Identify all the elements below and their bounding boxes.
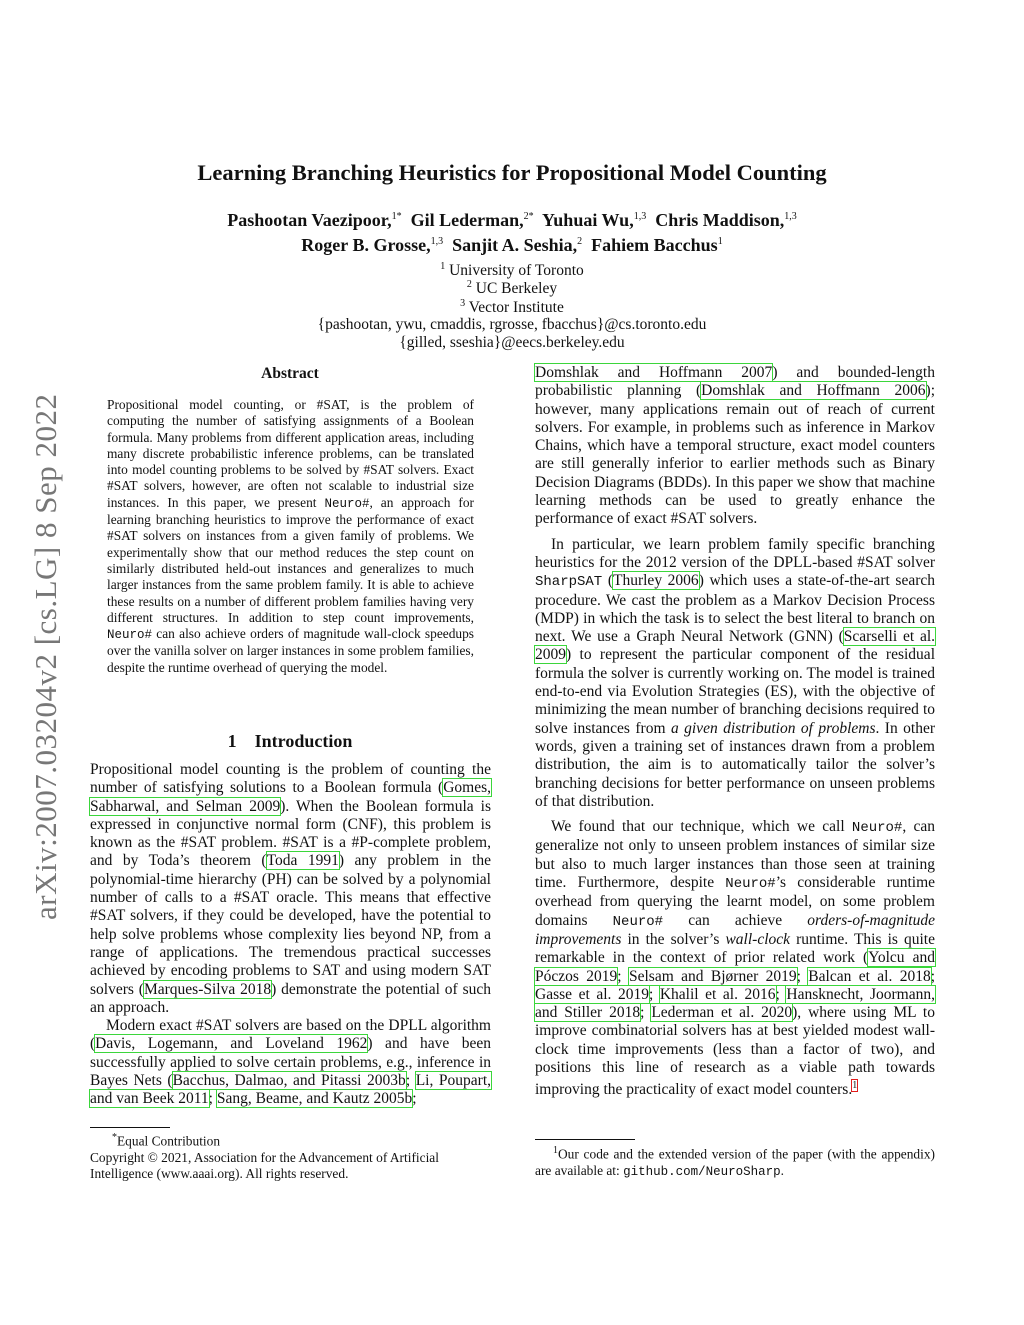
citation-link[interactable]: Davis, Logemann, and Loveland 1962 — [95, 1035, 368, 1053]
citation-link[interactable]: Domshlak and Hoffmann 2006 — [701, 382, 926, 400]
author: Sanjit A. Seshia,$^2$ — [452, 235, 583, 255]
citation-link[interactable]: Lederman et al. 2020 — [651, 1004, 793, 1022]
footnote-marker-link[interactable]: 1 — [852, 1080, 858, 1092]
paragraph: Modern exact #SAT solvers are based on the DPLL algorithm (Davis, Logemann, and Loveland 1962) and have been successfully applied to solve certain problems, e.g., inference in Bayes Nets (Bacchus, Dalmao, and Pitassi 2003b; Li, Poupart, and van Beek 2011; Sang, Beame, and Kautz 2005b; — [90, 1017, 492, 1108]
footnote-rule — [535, 1139, 635, 1140]
citation-link[interactable]: Li, Poupart, and van Beek 2011 — [90, 1072, 491, 1108]
citation-link[interactable]: Gomes, Sabharwal, and Selman 2009 — [90, 779, 491, 815]
citation-link[interactable]: Thurley 2006 — [613, 572, 699, 590]
right-column — [535, 364, 935, 1100]
citation-link[interactable]: Gasse et al. 2019 — [535, 985, 649, 1003]
citation-link[interactable]: Yolcu and Póczos 2019 — [535, 949, 935, 985]
abstract-heading: Abstract — [261, 365, 319, 382]
email-line: {pashootan, ywu, cmaddis, rgrosse, fbacchus}@cs.toronto.edu — [317, 316, 707, 333]
paragraph: Propositional model counting is the problem of counting the number of satisfying solutions to a Boolean formula (Gomes, Sabharwal, and Selman 2009). When the Boolean formula is expressed in conjunctive normal form (CNF), this problem is known as the #SAT problem. #SAT is a #P-complete problem, and by Toda’s theorem (Toda 1991) any problem in the polynomial-time hierarchy (PH) can be solved by a polynomial number of calls to a #SAT oracle. This means that effective #SAT solvers, if they could be developed, have the potential to help solve problems whose complexity lies beyond NP, from a range of applications. The tremendous practical successes achieved by encoding problems to SAT and using modern SAT solvers (Marques-Silva 2018) demonstrate the potential of such an approach. — [90, 761, 492, 1016]
author: Fahiem Bacchus$^1$ — [591, 235, 723, 255]
paragraph: Domshlak and Hoffmann 2007) and bounded-length probabilistic planning (Domshlak and Hoffmann 2006); however, many applications remain out of reach of current solvers. For example, in problems such as inference in Markov Chains, which have a temporal structure, exact model counters are still generally inferior to earlier methods such as Binary Decision Diagrams (BDDs). In this paper we show that machine learning methods can be used to greatly enhance the performance of exact #SAT solvers. — [535, 364, 935, 528]
paper-title: Learning Branching Heuristics for Propositional Model Counting — [197, 160, 827, 185]
citation-link[interactable]: Toda 1991 — [266, 852, 339, 870]
footnote-rule — [90, 1127, 170, 1128]
arxiv-identifier: arXiv:2007.03204v2 [cs.LG] 8 Sep 2022 — [28, 393, 63, 920]
affiliation: $^3$ Vector Institute — [460, 298, 564, 317]
abstract-text: Propositional model counting, or #SAT, is the problem of computing the number of satisfying assignments of a Boolean formula. Many problems from different application areas, including many discrete probabilistic inference problems, can be translated into model counting problems to be solved by #SAT solvers. Exact #SAT solvers, however, are often not scalable to industrial size instances. In this paper, we present Neuro#, an approach for learning branching heuristics to improve the performance of exact #SAT solvers on instances from a given family of problems. We experimentally show that our method reduces the step count on similarly distributed held-out instances and generalizes to much larger instances from the same problem family. It is able to achieve these results on a number of different problem families having very different structures. In addition to step count improvements, Neuro# can also achieve orders of magnitude wall-clock speedups over the vanilla solver on larger instances in some problem families, despite the runtime overhead of querying the model. — [107, 397, 474, 675]
citation-link[interactable]: Sang, Beame, and Kautz 2005b — [216, 1090, 413, 1108]
affiliation: $^1$ University of Toronto — [440, 261, 584, 280]
citation-link[interactable]: Hansknecht, Joormann, and Stiller 2018 — [535, 985, 935, 1022]
paragraph: In particular, we learn problem family specific branching heuristics for the 2012 version of the DPLL-based #SAT solver SharpSAT (Thurley 2006) which uses a state-of-the-art search procedure. We cast the problem as a Markov Decision Process (MDP) in which the task is to select the best literal to branch on next. We use a Graph Neural Network (GNN) (Scarselli et al. 2009) to represent the particular component of the residual formula the solver is currently working on. The model is trained end-to-end via Evolution Strategies (ES), with the objective of minimizing the mean number of branching decisions required to solve instances from a given distribution of problems. In other words, given a training set of instances drawn from a problem distribution, the aim is to automatically tailor the solver’s branching decisions for better performance on unseen problems of that distribution. — [535, 535, 936, 810]
email-line: {gilled, sseshia}@eecs.berkeley.edu — [399, 334, 625, 351]
author: Chris Maddison,$^{1,3}$ — [655, 210, 797, 230]
author: Gil Lederman,$^{2*}$ — [410, 210, 534, 230]
section-heading: 1 Introduction — [227, 731, 353, 751]
citation-link[interactable]: Bacchus, Dalmao, and Pitassi 2003b — [172, 1072, 406, 1090]
author-line-1 — [0, 210, 1024, 231]
footnote-left: *Equal Contribution Copyright © 2021, Association for the Advancement of Artificial Intelligence (www.aaai.org). All rights reserved. — [90, 1132, 439, 1182]
author: Roger B. Grosse,$^{1,3}$ — [301, 235, 444, 255]
citation-link[interactable]: Marques-Silva 2018 — [143, 980, 272, 998]
author: Yuhuai Wu,$^{1,3}$ — [541, 210, 647, 230]
author-line-2 — [0, 235, 1024, 256]
author: Pashootan Vaezipoor,$^{1*}$ — [227, 210, 402, 230]
citation-link[interactable]: Domshlak and Hoffmann 2007 — [535, 364, 773, 381]
citation-link[interactable]: Selsam and Bjørner 2019 — [628, 967, 797, 985]
affiliation: $^2$ UC Berkeley — [466, 279, 558, 298]
citation-link[interactable]: Khalil et al. 2016 — [659, 985, 776, 1003]
paragraph: We found that our technique, which we call Neuro#, can generalize not only to unseen problem instances of similar size but also to much larger instances than those seen at training time. Furthermore, despite Neuro#’s considerable runtime overhead from querying the learnt model, on some problem domains Neuro# can achieve orders-of-magnitude improvements in the solver’s wall-clock runtime. This is quite remarkable in the context of prior related work (Yolcu and Póczos 2019; Selsam and Bjørner 2019; Balcan et al. 2018; Gasse et al. 2019; Khalil et al. 2016; Hansknecht, Joormann, and Stiller 2018; Lederman et al. 2020), where using ML to improve combinatorial solvers has at best yielded modest wall-clock time improvements (less than a factor of two), and positions this line of research as a viable path towards improving the practicality of exact model counters.$^1$ — [535, 818, 936, 1099]
left-column — [90, 761, 491, 1109]
citation-link[interactable]: Balcan et al. 2018 — [808, 967, 931, 985]
citation-link[interactable]: Scarselli et al. 2009 — [535, 628, 936, 664]
footnote-right: $^1$Our code and the extended version of the paper (with the appendix) are available at: github.com/NeuroSharp. — [535, 1145, 935, 1179]
